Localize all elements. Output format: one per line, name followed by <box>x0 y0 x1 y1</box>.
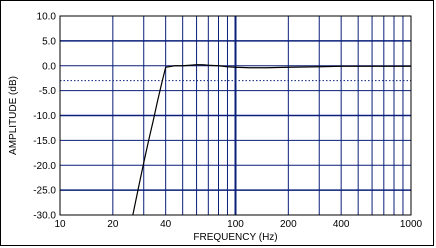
y-tick-label: 0.0 <box>42 61 56 73</box>
y-tick-label: -15.0 <box>33 135 56 147</box>
x-tick-label: 10 <box>54 219 66 230</box>
y-tick-labels <box>33 12 56 222</box>
y-tick-label: -20.0 <box>33 160 56 172</box>
x-tick-label: 400 <box>332 219 350 230</box>
x-tick-label: 1000 <box>399 219 423 230</box>
x-tick-labels <box>54 219 422 230</box>
x-tick-label: 20 <box>107 219 119 230</box>
x-tick-label: 40 <box>160 219 172 230</box>
y-tick-label: 5.0 <box>42 36 56 48</box>
y-tick-label: -25.0 <box>33 185 56 197</box>
x-tick-label: 100 <box>227 219 244 230</box>
y-tick-label: -10.0 <box>33 111 56 122</box>
y-tick-label: -30.0 <box>33 210 56 222</box>
y-axis-label: AMPLITUDE (dB) <box>8 76 19 155</box>
y-tick-label: 10.0 <box>36 11 56 23</box>
x-tick-label: 200 <box>279 219 297 230</box>
x-axis-label: FREQUENCY (Hz) <box>193 232 278 243</box>
y-tick-label: -5.0 <box>38 86 56 98</box>
